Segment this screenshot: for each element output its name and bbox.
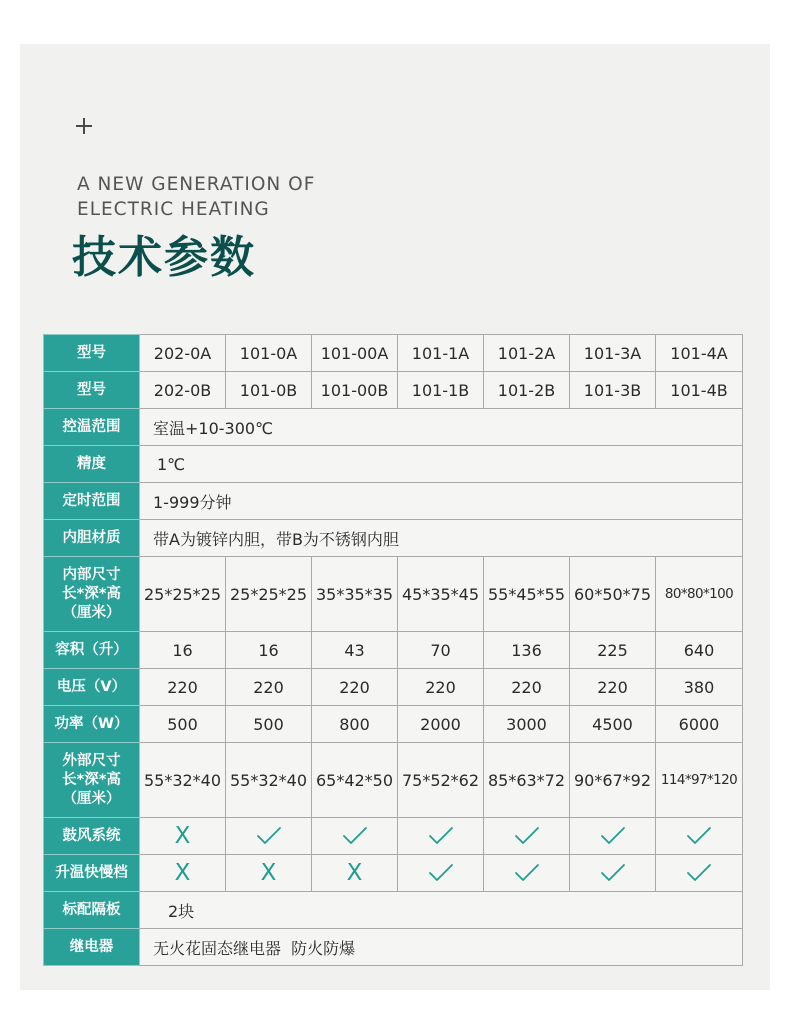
cell: 60*50*75 [570,557,656,632]
row-label [44,743,140,818]
mark-cell [484,855,570,892]
row-timer-range [44,483,743,520]
mark-cell [398,818,484,855]
cell: 220 [484,669,570,706]
row-label: 控温范围 [44,409,140,446]
mark-cell [140,818,226,855]
mark-cell [226,818,312,855]
cell: 3000 [484,706,570,743]
cell: 101-3A [570,335,656,372]
row-label-line: 内部尺寸 [62,566,121,583]
cell: 220 [140,669,226,706]
row-outer-size [44,743,743,818]
spec-table [43,334,743,966]
check-icon [600,826,626,846]
x-mark-icon: X [174,823,191,849]
cell: 220 [398,669,484,706]
cell: 202-0A [140,335,226,372]
cell: 136 [484,632,570,669]
cell: 380 [656,669,743,706]
row-label-line: 外部尺寸 [62,752,121,769]
cell: 101-0A [226,335,312,372]
row-label: 继电器 [44,929,140,966]
cell: 101-3B [570,372,656,409]
cell: 25*25*25 [226,557,312,632]
check-icon [514,863,540,883]
row-shelves [44,892,743,929]
mark-cell [570,855,656,892]
english-heading [77,172,437,222]
check-icon [600,863,626,883]
cell: 16 [140,632,226,669]
row-label: 精度 [44,446,140,483]
page-title: 技术参数 [72,232,256,283]
row-liner-material [44,520,743,557]
row-label: 功率（W） [44,706,140,743]
row-label-line: 长*深*高 [62,771,121,788]
row-label-line: （厘米） [62,604,121,621]
cell: 2000 [398,706,484,743]
x-mark-icon: X [260,860,277,886]
mark-cell [656,855,743,892]
cell: 101-4B [656,372,743,409]
mark-cell [312,855,398,892]
check-icon [686,863,712,883]
cell: 1-999分钟 [140,483,743,520]
x-mark-icon: X [174,860,191,886]
english-heading-line-1: A NEW GENERATION OF [77,174,316,195]
row-label-line: （厘米） [62,790,121,807]
cell: 25*25*25 [140,557,226,632]
cell: 800 [312,706,398,743]
cell: 101-0B [226,372,312,409]
row-label: 升温快慢档 [44,855,140,892]
row-model-a [44,335,743,372]
cell: 202-0B [140,372,226,409]
cell: 500 [140,706,226,743]
row-heat-speed [44,855,743,892]
cell: 101-4A [656,335,743,372]
cell: 75*52*62 [398,743,484,818]
cell: 225 [570,632,656,669]
row-label: 容积（升） [44,632,140,669]
row-power [44,706,743,743]
cell: 101-00B [312,372,398,409]
cell: 55*32*40 [140,743,226,818]
row-temp-range [44,409,743,446]
row-blower [44,818,743,855]
mark-cell [312,818,398,855]
cell: 2块 [140,892,743,929]
plus-icon [74,116,94,136]
mark-cell [226,855,312,892]
cell: 90*67*92 [570,743,656,818]
cell: 45*35*45 [398,557,484,632]
row-label: 型号 [44,372,140,409]
cell: 114*97*120 [656,743,743,818]
cell: 220 [312,669,398,706]
cell: 无火花固态继电器 防火防爆 [140,929,743,966]
row-label-line: 长*深*高 [62,585,121,602]
cell: 70 [398,632,484,669]
cell: 1℃ [140,446,743,483]
check-icon [342,826,368,846]
row-label [44,557,140,632]
mark-cell [140,855,226,892]
check-icon [428,863,454,883]
cell: 55*32*40 [226,743,312,818]
cell: 101-2A [484,335,570,372]
row-label: 定时范围 [44,483,140,520]
english-heading-line-2: ELECTRIC HEATING [77,199,270,220]
cell: 带A为镀锌内胆，带B为不锈钢内胆 [140,520,743,557]
x-mark-icon: X [346,860,363,886]
row-relay [44,929,743,966]
cell: 4500 [570,706,656,743]
row-model-b [44,372,743,409]
cell: 16 [226,632,312,669]
cell: 500 [226,706,312,743]
cell: 220 [226,669,312,706]
row-label: 标配隔板 [44,892,140,929]
row-volume [44,632,743,669]
cell: 85*63*72 [484,743,570,818]
cell: 43 [312,632,398,669]
check-icon [428,826,454,846]
mark-cell [656,818,743,855]
cell: 101-1B [398,372,484,409]
cell: 101-1A [398,335,484,372]
row-label: 型号 [44,335,140,372]
mark-cell [398,855,484,892]
mark-cell [484,818,570,855]
row-precision [44,446,743,483]
cell: 35*35*35 [312,557,398,632]
cell: 640 [656,632,743,669]
cell: 6000 [656,706,743,743]
cell: 65*42*50 [312,743,398,818]
cell: 101-00A [312,335,398,372]
check-icon [256,826,282,846]
mark-cell [570,818,656,855]
cell: 55*45*55 [484,557,570,632]
row-label: 内胆材质 [44,520,140,557]
row-inner-size [44,557,743,632]
cell: 220 [570,669,656,706]
check-icon [514,826,540,846]
cell: 室温+10-300℃ [140,409,743,446]
row-label: 电压（V） [44,669,140,706]
cell: 101-2B [484,372,570,409]
check-icon [686,826,712,846]
row-label: 鼓风系统 [44,818,140,855]
row-voltage [44,669,743,706]
cell: 80*80*100 [656,557,743,632]
